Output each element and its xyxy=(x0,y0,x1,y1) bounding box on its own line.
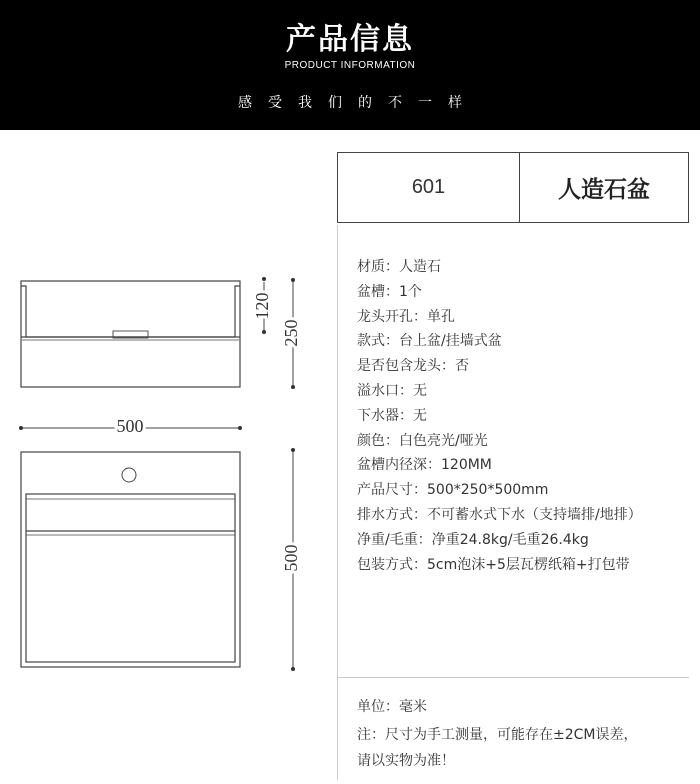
header-banner xyxy=(0,0,700,130)
spec-basin-count: 盆槽：1个 xyxy=(357,283,422,300)
model-code: 601 xyxy=(338,153,520,222)
dim-depth-label: 500 xyxy=(281,544,302,572)
dimension-total-height xyxy=(281,278,301,389)
spec-packaging: 包装方式：5cm泡沫+5层瓦楞纸箱+打包带 xyxy=(357,556,630,573)
spec-drainage: 排水方式：不可蓄水式下水（支持墙排/地排） xyxy=(357,506,642,523)
dim-width-label: 500 xyxy=(116,416,144,437)
product-name: 人造石盆 xyxy=(558,177,650,203)
spec-style: 款式：台上盆/挂墙式盆 xyxy=(357,333,502,350)
dim-250-label: 250 xyxy=(281,319,302,347)
spec-panel xyxy=(337,225,689,678)
spec-overflow: 溢水口：无 xyxy=(357,382,427,399)
side-view xyxy=(21,281,240,387)
spec-faucet-hole: 龙头开孔：单孔 xyxy=(357,308,455,325)
note-panel xyxy=(337,678,689,780)
tolerance-note-2: 请以实物为准！ xyxy=(357,753,455,769)
spec-material: 材质：人造石 xyxy=(357,259,441,275)
technical-drawing xyxy=(0,130,335,780)
section-tagline: 感受我们的不一样 xyxy=(238,95,478,111)
spec-color: 颜色：白色亮光/哑光 xyxy=(357,432,488,449)
dimension-bowl-depth xyxy=(252,277,272,334)
dimension-width xyxy=(19,416,242,436)
section-subtitle: PRODUCT INFORMATION xyxy=(284,60,416,71)
spec-bowl-depth: 盆槽内径深：120MM xyxy=(357,457,492,474)
model-header xyxy=(337,152,689,223)
top-view xyxy=(21,452,240,667)
tolerance-note: 注：尺寸为手工测量，可能存在±2CM误差， xyxy=(357,727,638,743)
spec-list xyxy=(357,255,642,577)
dim-120-label: 120 xyxy=(252,292,273,320)
dimension-depth xyxy=(281,448,301,671)
spec-size: 产品尺寸：500*250*500mm xyxy=(357,482,549,499)
unit-note: 单位：毫米 xyxy=(357,699,427,715)
spec-drain: 下水器：无 xyxy=(357,407,427,424)
spec-faucet-included: 是否包含龙头：否 xyxy=(357,358,469,375)
section-title: 产品信息 xyxy=(286,22,414,57)
spec-weight: 净重/毛重：净重24.8kg/毛重26.4kg xyxy=(357,531,589,548)
